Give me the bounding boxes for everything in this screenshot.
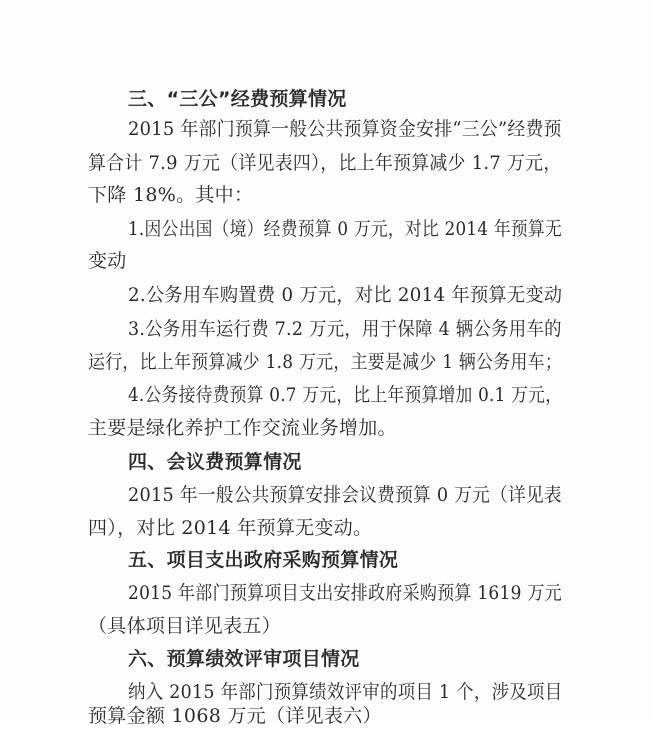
section-4-heading: 四、会议费预算情况 (128, 451, 302, 473)
section-3-line-9: 4.公务接待费预算 0.7 万元，比上年预算增加 0.1 万元， (128, 384, 563, 406)
section-6-heading: 六、预算绩效评审项目情况 (128, 648, 360, 670)
section-3-heading: 三、“三公”经费预算情况 (128, 88, 347, 110)
section-4-line-1: 2015 年一般公共预算安排会议费预算 0 万元（详见表 (128, 484, 562, 506)
section-6-line-1: 纳入 2015 年部门预算绩效评审的项目 1 个，涉及项目 (128, 681, 563, 703)
section-3-line-8: 运行，比上年预算减少 1.8 万元，主要是减少 1 辆公务用车； (88, 351, 563, 373)
section-5-heading: 五、项目支出政府采购预算情况 (128, 549, 399, 571)
section-3-line-6: 2.公务用车购置费 0 万元，对比 2014 年预算无变动 (128, 284, 563, 306)
section-4-line-2: 四），对比 2014 年预算无变动。 (88, 517, 373, 539)
section-3-line-7: 3.公务用车运行费 7.2 万元，用于保障 4 辆公务用车的 (128, 318, 562, 340)
section-3-line-3: 下降 18%。其中： (88, 184, 254, 206)
section-3-line-1: 2015 年部门预算一般公共预算资金安排“三公”经费预 (128, 118, 562, 140)
section-3-line-4: 1.因公出国（境）经费预算 0 万元，对比 2014 年预算无 (128, 218, 562, 240)
section-6-line-2: 预算金额 1068 万元（详见表六） (88, 705, 382, 727)
section-3-line-2: 算合计 7.9 万元（详见表四），比上年预算减少 1.7 万元， (88, 152, 562, 174)
section-5-line-2: （具体项目详见表五） (88, 615, 282, 637)
section-3-line-10: 主要是绿化养护工作交流业务增加。 (88, 417, 397, 439)
section-5-line-1: 2015 年部门预算项目支出安排政府采购预算 1619 万元 (128, 582, 562, 604)
section-3-line-5: 变动 (88, 250, 127, 272)
